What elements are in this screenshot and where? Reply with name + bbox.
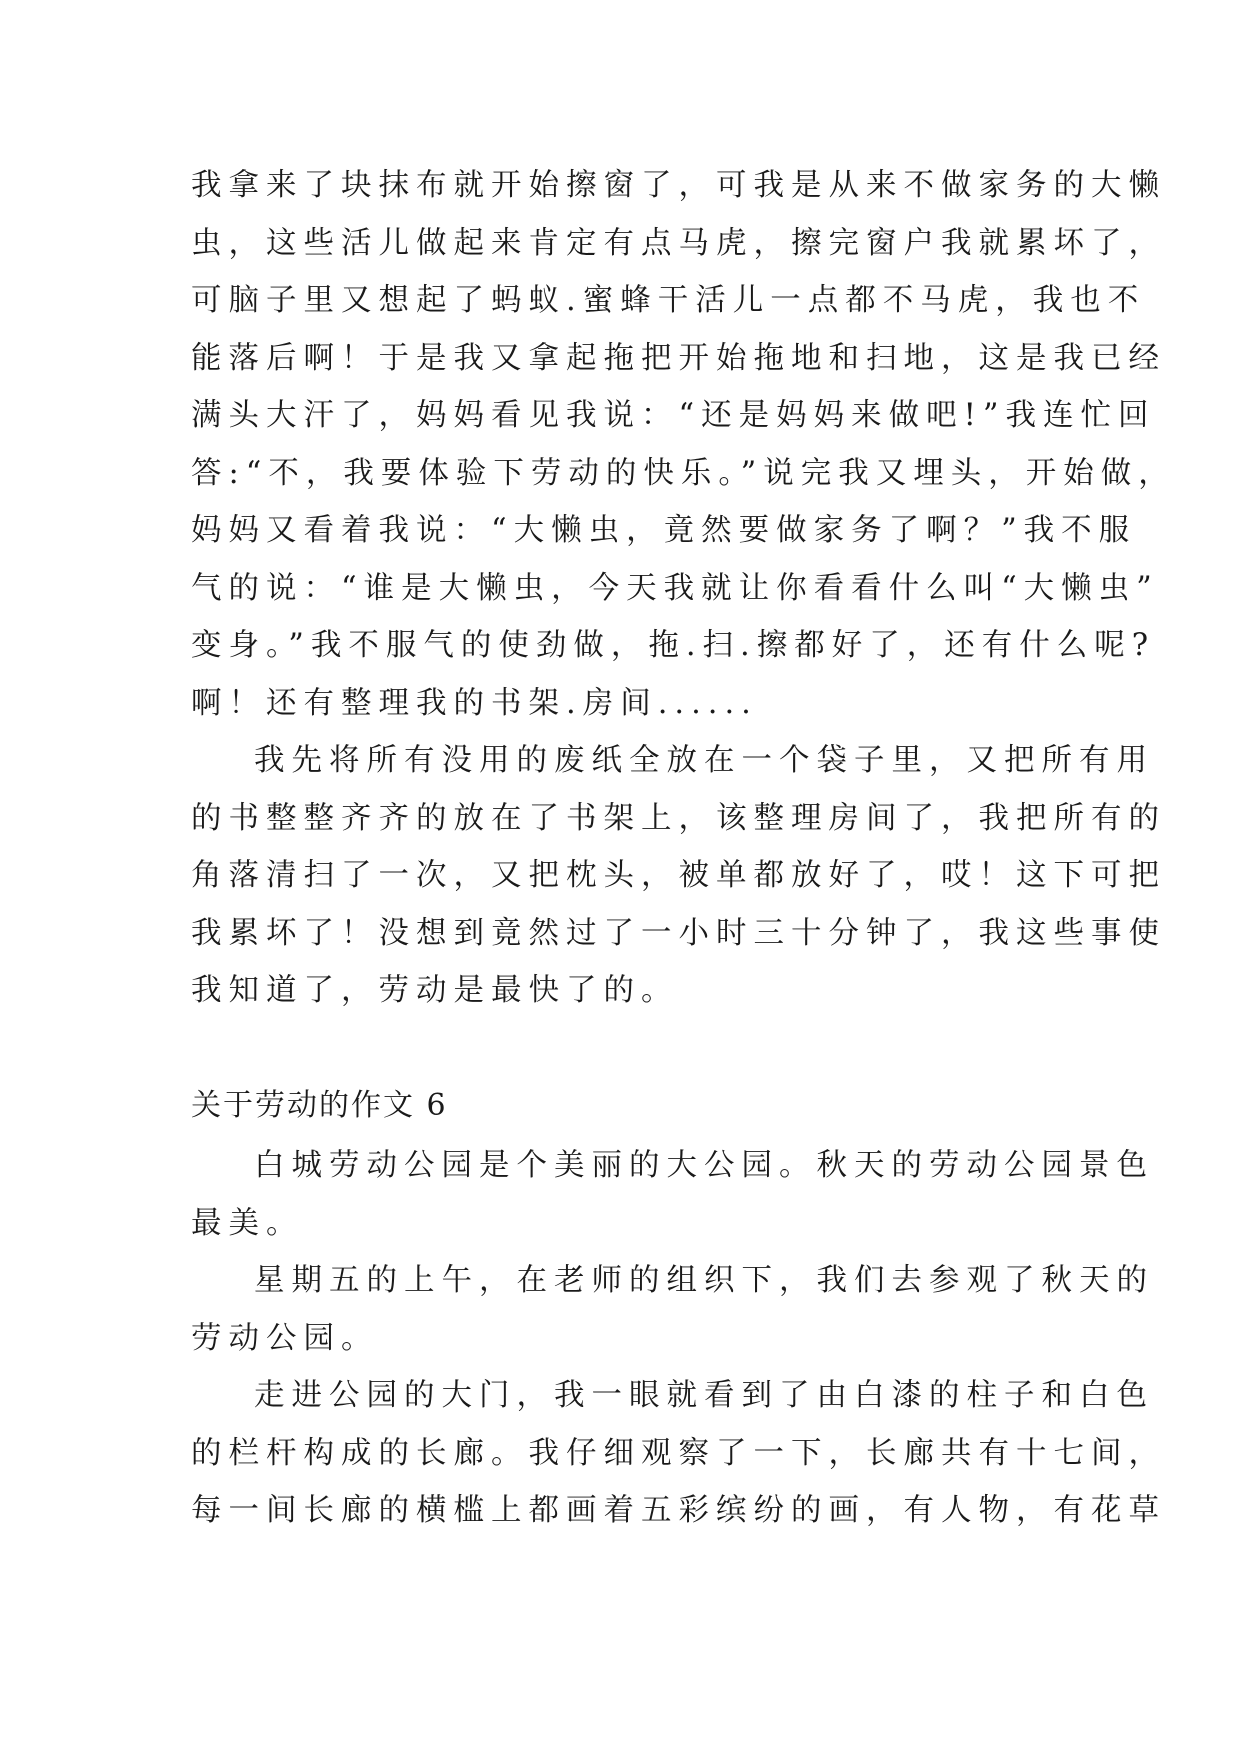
paragraph-line: 我累坏了！没想到竟然过了一小时三十分钟了，我这些事使 bbox=[191, 916, 1166, 951]
paragraph-line: 的书整整齐齐的放在了书架上，该整理房间了，我把所有的 bbox=[191, 801, 1166, 836]
paragraph-line: 星期五的上午，在老师的组织下，我们去参观了秋天的 bbox=[254, 1263, 1154, 1298]
paragraph-line: 劳动公园。 bbox=[191, 1321, 379, 1356]
paragraph-line: 走进公园的大门，我一眼就看到了由白漆的柱子和白色 bbox=[254, 1378, 1154, 1413]
paragraph-line: 可脑子里又想起了蚂蚁.蜜蜂干活儿一点都不马虎，我也不 bbox=[191, 283, 1146, 318]
paragraph-line: 我拿来了块抹布就开始擦窗了，可我是从来不做家务的大懒 bbox=[191, 168, 1166, 203]
paragraph-line: 啊！还有整理我的书架.房间...... bbox=[191, 686, 758, 721]
paragraph-line: 满头大汗了，妈妈看见我说：“还是妈妈来做吧!”我连忙回 bbox=[191, 398, 1156, 433]
section-title: 关于劳动的作文 6 bbox=[191, 1088, 448, 1123]
paragraph-line: 我先将所有没用的废纸全放在一个袋子里，又把所有用 bbox=[254, 743, 1154, 778]
paragraph-line: 白城劳动公园是个美丽的大公园。秋天的劳动公园景色 bbox=[254, 1148, 1154, 1183]
paragraph-line: 答:“不，我要体验下劳动的快乐。”说完我又埋头，开始做， bbox=[191, 456, 1176, 491]
paragraph-line: 变身。”我不服气的使劲做，拖.扫.擦都好了，还有什么呢? bbox=[191, 628, 1156, 663]
paragraph-line: 妈妈又看着我说：“大懒虫，竟然要做家务了啊？”我不服 bbox=[191, 513, 1137, 548]
paragraph-line: 气的说：“谁是大懒虫，今天我就让你看看什么叫“大懒虫” bbox=[191, 571, 1159, 606]
paragraph-line: 最美。 bbox=[191, 1206, 304, 1241]
paragraph-line: 虫，这些活儿做起来肯定有点马虎，擦完窗户我就累坏了， bbox=[191, 226, 1166, 261]
paragraph-line: 我知道了，劳动是最快了的。 bbox=[191, 973, 679, 1008]
paragraph-line: 的栏杆构成的长廊。我仔细观察了一下，长廊共有十七间， bbox=[191, 1436, 1166, 1471]
paragraph-line: 每一间长廊的横槛上都画着五彩缤纷的画，有人物，有花草 bbox=[191, 1493, 1166, 1528]
paragraph-line: 角落清扫了一次，又把枕头，被单都放好了，哎！这下可把 bbox=[191, 858, 1166, 893]
paragraph-line: 能落后啊！于是我又拿起拖把开始拖地和扫地，这是我已经 bbox=[191, 341, 1166, 376]
